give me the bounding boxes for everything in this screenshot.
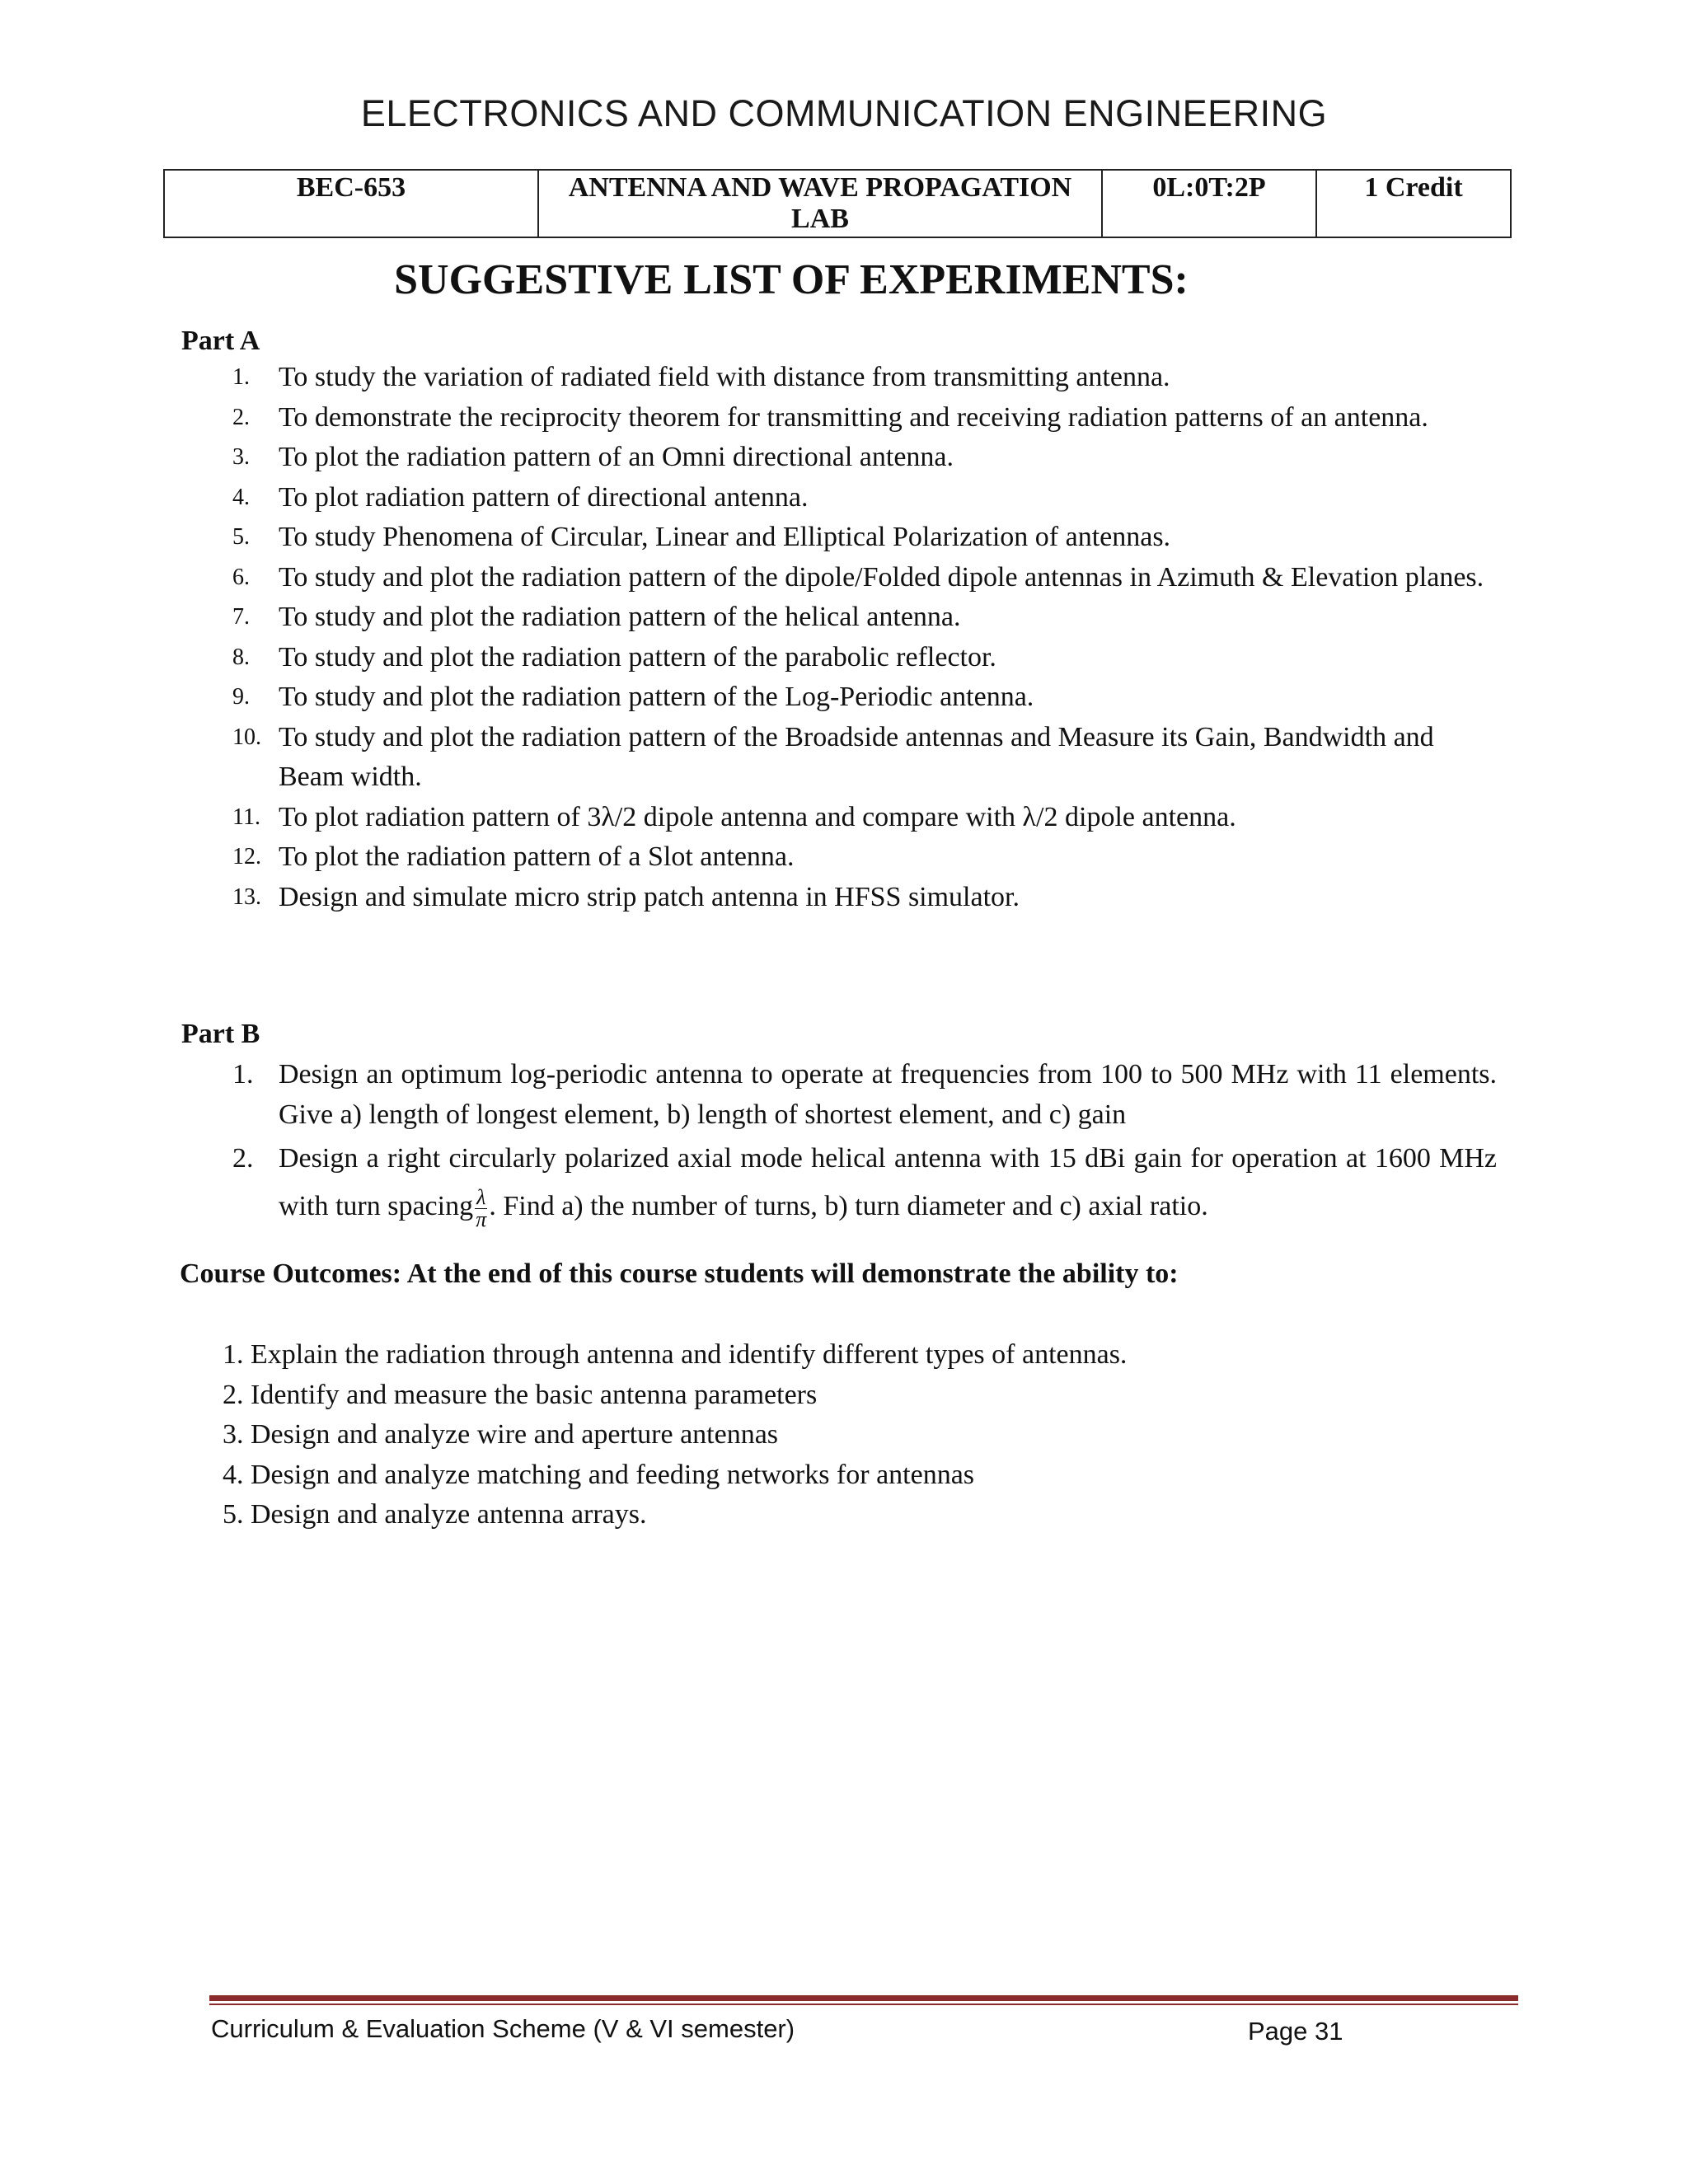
list-item <box>0 798 1498 838</box>
outcome-item: 3. Design and analyze wire and aperture antennas <box>223 1419 779 1450</box>
item-text: To plot radiation pattern of 3λ/2 dipole antenna and compare with λ/2 dipole antenna. <box>279 801 1236 832</box>
outcomes-title: Course Outcomes: At the end of this course students will demonstrate the ability to: <box>180 1258 1179 1289</box>
list-item <box>0 878 1498 918</box>
item-number: 12. <box>232 844 261 869</box>
list-item <box>0 358 1498 398</box>
item-text: To demonstrate the reciprocity theorem for transmitting and receiving radiation patterns of an antenna. <box>279 401 1428 433</box>
list-item <box>0 1135 1497 1230</box>
list-item <box>0 837 1498 878</box>
item-number: 5. <box>232 524 250 550</box>
item-number: 4. <box>232 484 250 510</box>
footer-divider <box>209 1995 1518 2001</box>
item-text: To study and plot the radiation pattern of the parabolic reflector. <box>279 641 996 673</box>
item-text: To plot the radiation pattern of an Omni directional antenna. <box>279 442 954 472</box>
item-text-after: . Find a) the number of turns, b) turn diameter and c) axial ratio. <box>489 1191 1208 1221</box>
fraction-denominator: π <box>476 1207 487 1231</box>
item-number: 7. <box>232 604 250 630</box>
part-b-list <box>0 1055 1497 1230</box>
item-text: To study and plot the radiation pattern of the Log-Periodic antenna. <box>279 682 1034 712</box>
item-number: 13. <box>232 883 261 910</box>
list-item <box>0 478 1498 518</box>
page-number: Page 31 <box>1248 2017 1343 2046</box>
item-number: 1. <box>232 364 250 390</box>
item-text: To study and plot the radiation pattern of the dipole/Folded dipole antennas in Azimuth & Elevation planes. <box>279 561 1484 593</box>
item-text: Design a right circularly polarized axial mode helical antenna with 15 dBi gain for operation at 1600 MHz with turn spacing <box>279 1143 1497 1221</box>
list-item <box>0 638 1498 678</box>
outcome-item: 2. Identify and measure the basic antenna parameters <box>223 1379 818 1410</box>
list-item <box>0 677 1498 718</box>
list-item <box>0 438 1498 478</box>
item-number: 9. <box>232 684 250 710</box>
course-info-table <box>163 169 1512 238</box>
course-credit: 1 Credit <box>1316 170 1511 237</box>
item-number: 1. <box>232 1059 254 1090</box>
item-text: To study the variation of radiated field with distance from transmitting antenna. <box>279 362 1170 392</box>
item-number: 2. <box>232 404 250 430</box>
item-text: To plot the radiation pattern of a Slot antenna. <box>279 841 795 872</box>
item-number: 3. <box>232 444 250 470</box>
item-text: Design an optimum log-periodic antenna to operate at frequencies from 100 to 500 MHz with 11 elements. Give a) length of longest element, b) length of shortest element, and c) gain <box>279 1059 1497 1130</box>
list-item <box>0 1055 1497 1135</box>
list-item <box>0 518 1498 558</box>
page-title: SUGGESTIVE LIST OF EXPERIMENTS: <box>394 256 1189 303</box>
course-ltp: 0L:0T:2P <box>1102 170 1316 237</box>
department-header: ELECTRONICS AND COMMUNICATION ENGINEERING <box>360 92 1328 134</box>
part-b-label: Part B <box>181 1019 260 1049</box>
fraction <box>475 1184 487 1231</box>
outcome-item: 4. Design and analyze matching and feeding networks for antennas <box>223 1459 975 1490</box>
outcome-item: 1. Explain the radiation through antenna and identify different types of antennas. <box>223 1339 1128 1370</box>
outcome-item: 5. Design and analyze antenna arrays. <box>223 1499 647 1530</box>
item-text: To study and plot the radiation pattern of the Broadside antennas and Measure its Gain, Bandwidth and Beam width. <box>279 721 1434 792</box>
item-number: 10. <box>232 724 261 750</box>
list-item <box>0 718 1498 798</box>
list-item <box>0 558 1498 598</box>
course-code: BEC-653 <box>164 170 538 237</box>
item-number: 11. <box>232 804 260 830</box>
item-number: 6. <box>232 564 250 590</box>
footer-divider-thin <box>209 2004 1518 2005</box>
part-a-label: Part A <box>181 326 260 356</box>
list-item <box>0 398 1498 438</box>
item-text: To plot radiation pattern of directional antenna. <box>279 481 809 513</box>
list-item <box>0 598 1498 638</box>
item-text: To study Phenomena of Circular, Linear and Elliptical Polarization of antennas. <box>279 522 1171 552</box>
outcomes-list <box>223 1335 1127 1535</box>
fraction-numerator: λ <box>476 1184 486 1209</box>
footer-document-title: Curriculum & Evaluation Scheme (V & VI semester) <box>211 2014 795 2043</box>
item-number: 8. <box>232 644 250 670</box>
part-a-list <box>0 358 1498 917</box>
item-number: 2. <box>232 1143 254 1174</box>
item-text: Design and simulate micro strip patch antenna in HFSS simulator. <box>279 881 1020 912</box>
item-text: To study and plot the radiation pattern of the helical antenna. <box>279 602 961 632</box>
course-name: ANTENNA AND WAVE PROPAGATION LAB <box>538 170 1102 237</box>
